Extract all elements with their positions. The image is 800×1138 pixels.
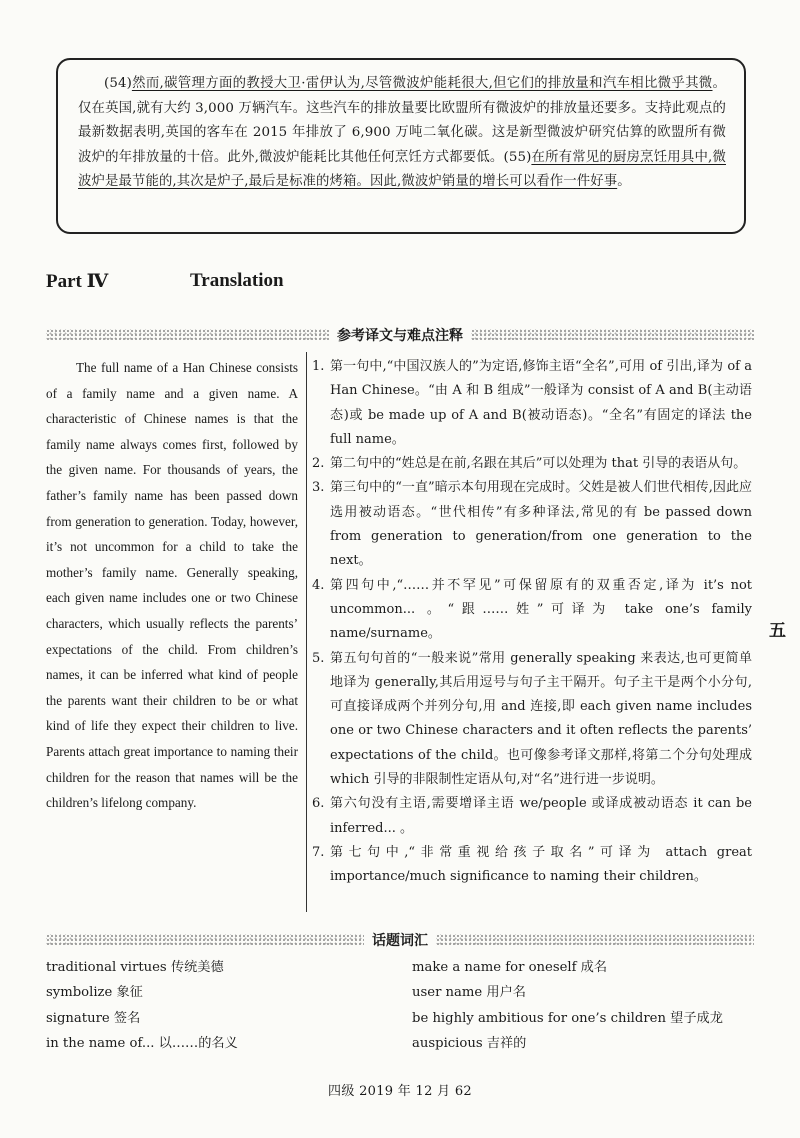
note-number: 6. [312, 796, 325, 812]
note-number: 2. [312, 456, 325, 472]
vocab-item: in the name of... 以……的名义 [46, 1036, 238, 1052]
note-text: 第三句中的“一直”暗示本句用现在完成时。父姓是被人们世代相传,因此应选用被动语态。“世代相传”有多种译法,常见的有 be passed down from generation to generation/from one generation to the next。 [330, 480, 752, 569]
question-55-marker: (55) [503, 149, 532, 165]
note-text: 第五句句首的“一般来说”常用 generally speaking 来表达,也可更简单地译为 generally,其后用逗号与句子主干隔开。句子主干是两个小分句,可直接译成两个并列分句,用 and 连接,即 each given name includes one or two Chinese characters and it often reflects the parents’ expectations of the child。也可像参考译文那样,将第二个分句处理成 which 引导的非限制性定语从句,对“名”进行进一步说明。 [330, 650, 752, 788]
note-text: 第二句中的“姓总是在前,名跟在其后”可以处理为 that 引导的表语从句。 [330, 456, 747, 472]
vocab-item: make a name for oneself 成名 [412, 960, 608, 975]
banner-dots-left [46, 329, 329, 342]
note-number: 7. [312, 844, 325, 860]
column-divider [306, 352, 307, 912]
vocab-item: be highly ambitious for one’s children 望子成龙 [412, 1010, 723, 1026]
note-text: 第四句中,“……并不罕见”可保留原有的双重否定,译为 it’s not uncommon... 。“跟……姓”可译为 take one’s family name/surname。 [330, 577, 752, 642]
banner-label: 参考译文与难点注释 [329, 325, 471, 345]
note-item [312, 841, 752, 890]
reference-banner [46, 325, 754, 345]
banner-dots-right [471, 329, 754, 342]
vocab-banner [46, 930, 754, 950]
notes-column [312, 355, 752, 890]
vocab-item: user name 用户名 [412, 985, 526, 1001]
part-title: Part Ⅳ [46, 271, 109, 292]
vocab-item: auspicious 吉祥的 [412, 1036, 527, 1052]
note-text: 第七句中,“非常重视给孩子取名”可译为 attach great importance/much significance to naming their children。 [330, 844, 752, 885]
passage-end-mark: 。 [617, 174, 631, 190]
passage-paragraph [78, 72, 726, 195]
note-item [312, 792, 752, 841]
vocab-item: traditional virtues 传统美德 [46, 960, 224, 975]
banner-label: 话题词汇 [364, 930, 436, 950]
note-number: 4. [312, 577, 325, 593]
translation-column [46, 355, 298, 816]
question-54-marker: (54) [104, 76, 132, 91]
note-text: 第六句没有主语,需要增译主语 we/people 或译成被动语态 it can be inferred... 。 [330, 796, 752, 836]
translation-text: The full name of a Han Chinese consists of a family name and a given name. A characteristic of Chinese names is that the family name always comes first, followed by the given name. For thousands of years, the father’s family name has been passed down from generation to generation. Today, however, it’s not uncommon for a child to take the mother’s family name. Generally speaking, each given name includes one or two Chinese characters, which usually reflects the parents’ expectations of the child. From children’s names, it can be inferred what kind of people the parents want their children to be or what kind of life they expect their children to live. Parents attach great importance to naming their children for the reason that names will be the children’s lifelong company. [46, 360, 298, 811]
note-number: 1. [312, 359, 325, 374]
note-item [312, 476, 752, 573]
banner-dots-right [436, 934, 754, 947]
answer-55-underlined: 在所有常见的厨房烹饪用具中,微波炉是最节能的,其次是炉子,最后是标准的烤箱。因此,微波炉销量的增长可以看作一件好事 [78, 149, 726, 190]
note-text: 第一句中,“中国汉族人的”为定语,修饰主语“全名”,可用 of 引出,译为 of a Han Chinese。“由 A 和 B 组成”一般译为 consist of A and B(主动语态)或 be made up of A and B(被动语态)。“全名”有固定的译法 the full name。 [330, 359, 752, 447]
section-side-tab: 五 [769, 621, 786, 641]
note-number: 5. [312, 650, 325, 666]
part-subtitle: Translation [190, 270, 284, 291]
vocab-list-left [46, 955, 238, 1057]
vocab-item: signature 签名 [46, 1010, 141, 1026]
vocab-item: symbolize 象征 [46, 985, 143, 1001]
note-item [312, 647, 752, 793]
answer-54-underlined: 然而,碳管理方面的教授大卫·雷伊认为,尽管微波炉能耗很大,但它们的排放量和汽车相比微乎其微 [131, 76, 713, 91]
page-footer: 四级 2019 年 12 月 62 [328, 1084, 472, 1099]
note-item [312, 574, 752, 647]
note-item [312, 452, 752, 476]
note-item [312, 355, 752, 452]
vocab-list-right [412, 955, 723, 1057]
passage-translation-box [56, 58, 746, 234]
passage-text: 。仅在英国,就有大约 3,000 万辆汽车。这些汽车的排放量要比欧盟所有微波炉的排放量还要多。支持此观点的最新数据表明,英国的客车在 2015 年排放了 6,900 万吨二氧化碳。这是新型微波炉研究估算的欧盟所有微波炉的年排放量的十倍。此外,微波炉能耗比其他任何烹饪方式都要低。 [78, 76, 726, 165]
note-number: 3. [312, 480, 325, 496]
banner-dots-left [46, 934, 364, 947]
